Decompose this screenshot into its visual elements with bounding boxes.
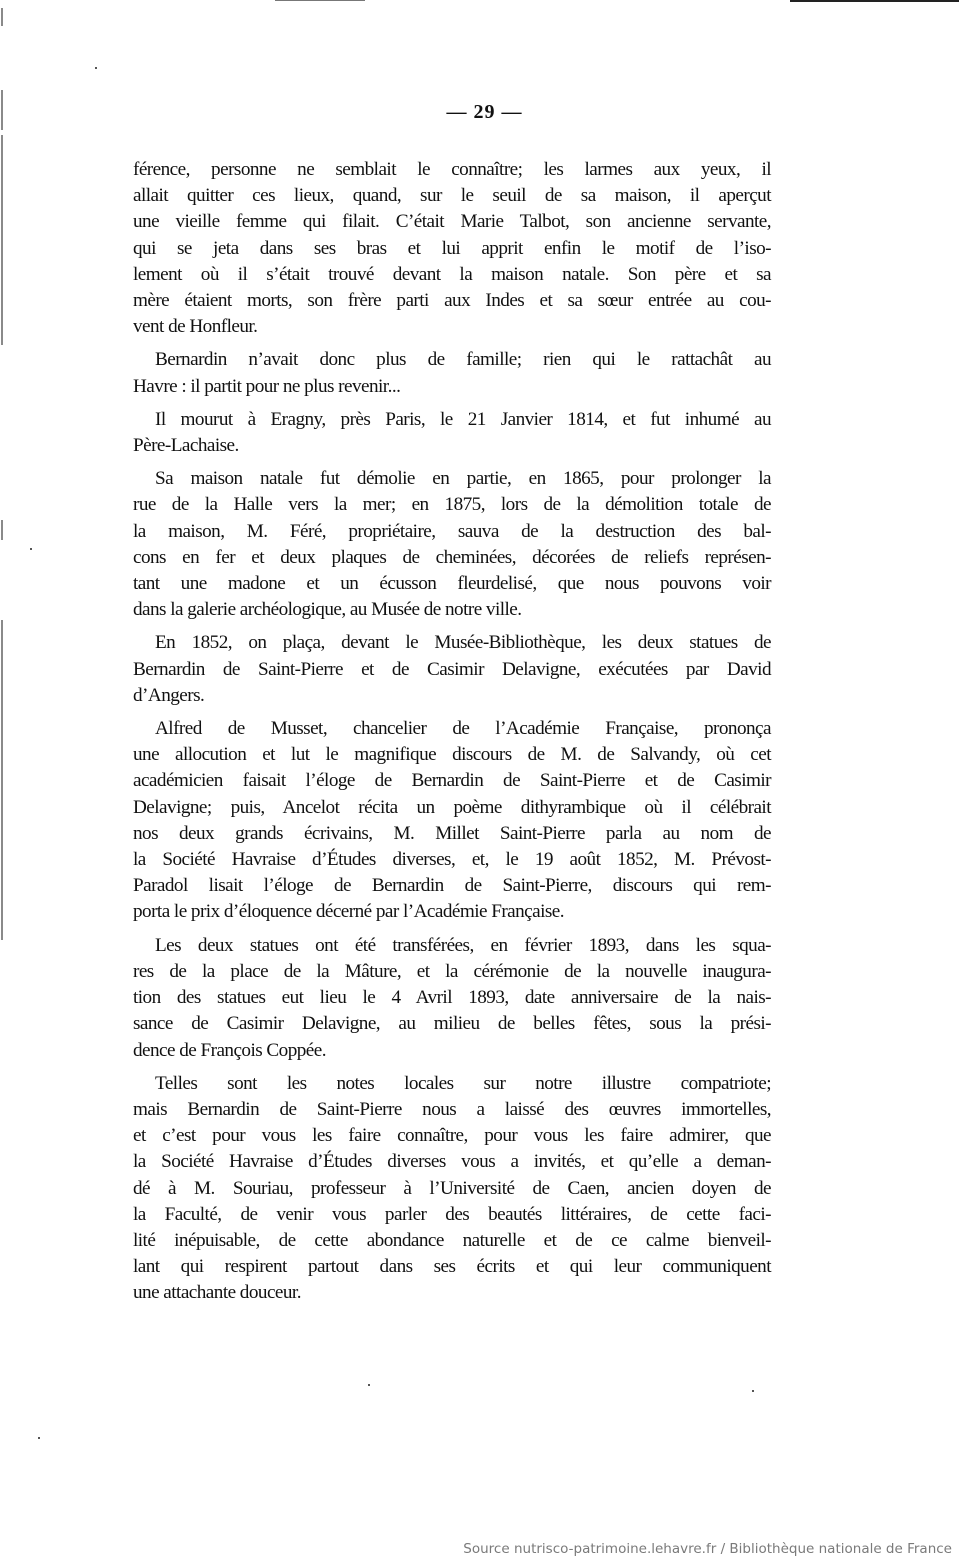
text-line: allait quitter ces lieux, quand, sur le seuil de sa maison, il aperçut [133, 185, 771, 207]
text-line: d’Angers. [133, 684, 205, 706]
text-line: porta le prix d’éloquence décerné par l’Académie Française. [133, 901, 565, 923]
text-line: rue de la Halle vers la mer; en 1875, lors de la démolition totale de [133, 494, 771, 516]
paragraph [133, 347, 771, 399]
text-line: res de la place de la Mâture, et la cérémonie de la nouvelle inaugura- [133, 960, 771, 982]
text-line: lité inépuisable, de cette abondance naturelle et de ce calme bienveil- [133, 1229, 771, 1251]
scan-speck [752, 1390, 754, 1392]
text-line: Bernardin de Saint-Pierre et de Casimir Delavigne, exécutées par David [133, 658, 771, 680]
text-line: tant une madone et un écusson fleurdelisé, que nous pouvons voir [133, 573, 771, 595]
scan-top-rule [275, 0, 365, 1]
text-line: la maison, M. Féré, propriétaire, sauva de la destruction des bal- [133, 520, 771, 542]
text-line: tion des statues eut lieu le 4 Avril 1893, date anniversaire de la nais- [133, 987, 771, 1009]
text-line: la Société Havraise d’Études diverses vous a invités, et qu’elle a deman- [133, 1151, 771, 1173]
text-line: vent de Honfleur. [133, 316, 258, 338]
text-line: sance de Casimir Delavigne, au milieu de belles fêtes, sous la prési- [133, 1013, 771, 1035]
scan-speck [38, 1437, 40, 1439]
text-line: Sa maison natale fut démolie en partie, en 1865, pour prolonger la [155, 468, 771, 490]
text-line: En 1852, on plaça, devant le Musée-Bibliothèque, les deux statues de [155, 632, 771, 654]
text-line: lant qui respirent partout dans ses écrits et qui leur communiquent [133, 1256, 771, 1278]
paragraph [133, 157, 771, 340]
text-line: qui se jeta dans ses bras et lui apprit enfin le motif de l’iso- [133, 237, 771, 259]
text-line: Alfred de Musset, chancelier de l’Académie Française, prononça [155, 718, 771, 740]
text-line: lement où il s’était trouvé devant la maison natale. Son père et sa [133, 263, 771, 285]
text-line: Bernardin n’avait donc plus de famille; rien qui le rattachât au [155, 349, 771, 371]
scan-top-rule [790, 0, 959, 2]
text-line: Il mourut à Eragny, près Paris, le 21 Janvier 1814, et fut inhumé au [155, 408, 771, 430]
paragraph [133, 466, 771, 623]
scan-speck [368, 1384, 370, 1386]
text-line: la Faculté, de venir vous parler des beautés littéraires, de cette faci- [133, 1203, 771, 1225]
text-line: Paradol lisait l’éloge de Bernardin de Saint-Pierre, discours qui rem- [133, 875, 771, 897]
scan-edge-artifact [1, 620, 3, 940]
page-number: — 29 — [446, 101, 523, 123]
text-line: Telles sont les notes locales sur notre illustre compatriote; [155, 1072, 771, 1094]
text-line: une vieille femme qui filait. C’était Marie Talbot, son ancienne servante, [133, 211, 771, 233]
text-line: mais Bernardin de Saint-Pierre nous a laissé des œuvres immortelles, [133, 1098, 771, 1120]
paragraph [133, 630, 771, 709]
paragraph [133, 716, 771, 926]
paragraph [133, 933, 771, 1064]
text-line: mère étaient morts, son frère parti aux Indes et sa sœur entrée au cou- [133, 290, 771, 312]
text-line: Les deux statues ont été transférées, en février 1893, dans les squa- [155, 934, 771, 956]
text-line: la Société Havraise d’Études diverses, et, le 19 août 1852, M. Prévost- [133, 849, 771, 871]
text-line: académicien faisait l’éloge de Bernardin de Saint-Pierre et de Casimir [133, 770, 771, 792]
scan-edge-artifact [1, 520, 3, 540]
text-line: dence de François Coppée. [133, 1039, 326, 1061]
document-body [133, 157, 771, 1314]
scan-edge-artifact [1, 8, 3, 26]
text-line: une allocution et lut le magnifique discours de M. de Salvandy, où cet [133, 744, 771, 766]
text-line: cons en fer et deux plaques de cheminées, décorées de reliefs représen- [133, 546, 771, 568]
text-line: Père-Lachaise. [133, 435, 239, 457]
text-line: dans la galerie archéologique, au Musée de notre ville. [133, 599, 522, 621]
text-line: Delavigne; puis, Ancelot récita un poème dithyrambique où il célébrait [133, 796, 771, 818]
text-line: nos deux grands écrivains, M. Millet Saint-Pierre parla au nom de [133, 822, 771, 844]
text-line: et c’est pour vous les faire connaître, pour vous les faire admirer, que [133, 1125, 771, 1147]
scan-edge-artifact [1, 135, 3, 345]
scan-speck [95, 67, 97, 69]
scan-speck [30, 548, 32, 550]
text-line: Havre : il partit pour ne plus revenir... [133, 375, 401, 397]
source-credit: Source nutrisco-patrimoine.lehavre.fr / Bibliothèque nationale de France [463, 1541, 952, 1557]
text-line: une attachante douceur. [133, 1282, 301, 1304]
paragraph [133, 1071, 771, 1307]
text-line: férence, personne ne semblait le connaître; les larmes aux yeux, il [133, 159, 771, 180]
paragraph [133, 407, 771, 459]
text-line: dé à M. Souriau, professeur à l’Université de Caen, ancien doyen de [133, 1177, 771, 1199]
